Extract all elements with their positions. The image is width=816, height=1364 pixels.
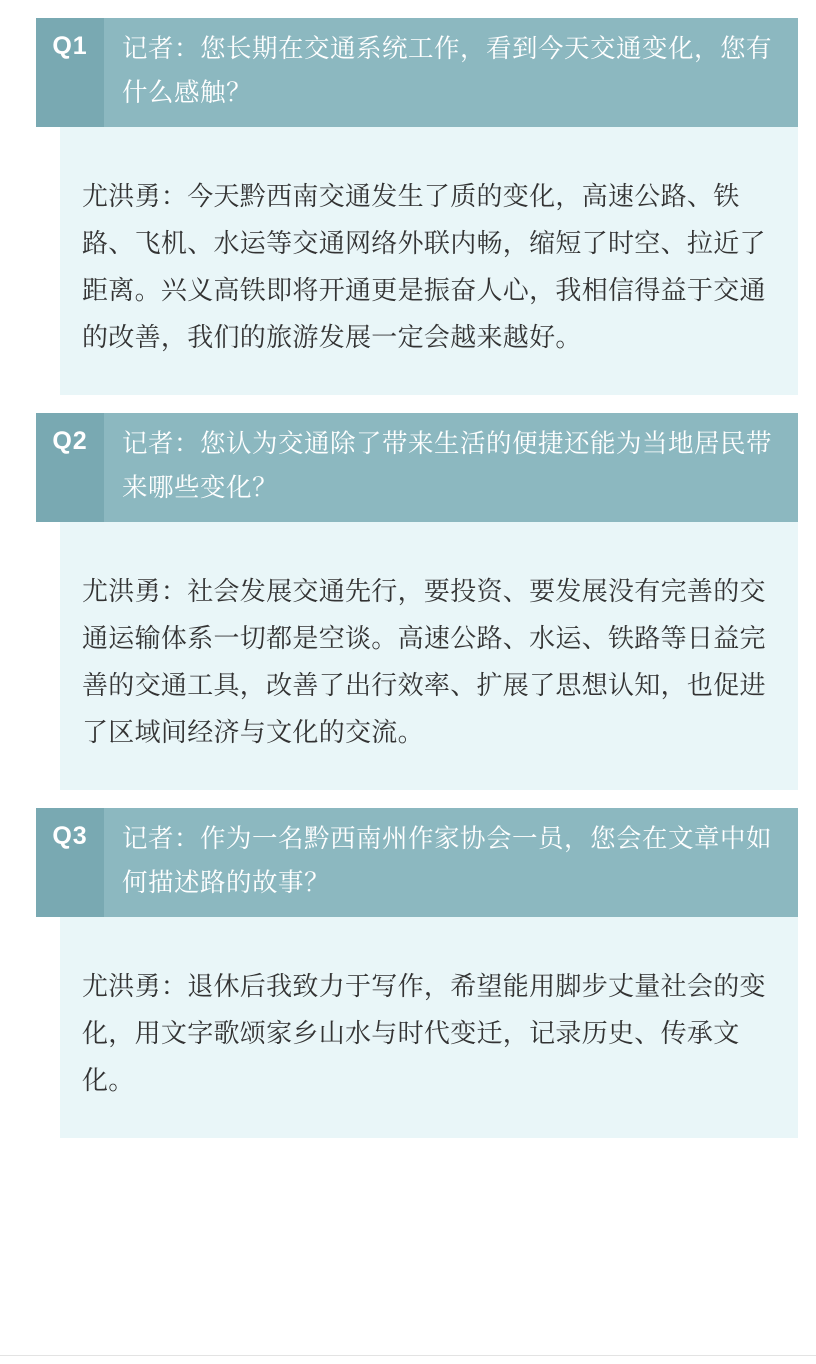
question-header	[36, 413, 798, 522]
question-header	[36, 808, 798, 917]
qa-block	[36, 808, 798, 1138]
qa-block	[36, 413, 798, 790]
bottom-divider	[0, 1355, 816, 1356]
question-text: 记者：您认为交通除了带来生活的便捷还能为当地居民带来哪些变化？	[122, 430, 773, 502]
answer-text: 尤洪勇：社会发展交通先行，要投资、要发展没有完善的交通运输体系一切都是空谈。高速公路、水运、铁路等日益完善的交通工具，改善了出行效率、扩展了思想认知，也促进了区域间经济与文化的交流。	[60, 522, 798, 790]
question-tag: Q3	[36, 808, 104, 917]
qa-block	[36, 18, 798, 395]
question-tag: Q2	[36, 413, 104, 522]
question-header	[36, 18, 798, 127]
question-tag: Q1	[36, 18, 104, 127]
question-text: 记者：作为一名黔西南州作家协会一员，您会在文章中如何描述路的故事？	[122, 825, 773, 897]
question-text: 记者：您长期在交通系统工作，看到今天交通变化，您有什么感触？	[122, 35, 773, 107]
answer-text: 尤洪勇：退休后我致力于写作，希望能用脚步丈量社会的变化，用文字歌颂家乡山水与时代变迁，记录历史、传承文化。	[60, 917, 798, 1138]
answer-text: 尤洪勇：今天黔西南交通发生了质的变化，高速公路、铁路、飞机、水运等交通网络外联内畅，缩短了时空、拉近了距离。兴义高铁即将开通更是振奋人心，我相信得益于交通的改善，我们的旅游发展一定会越来越好。	[60, 127, 798, 395]
